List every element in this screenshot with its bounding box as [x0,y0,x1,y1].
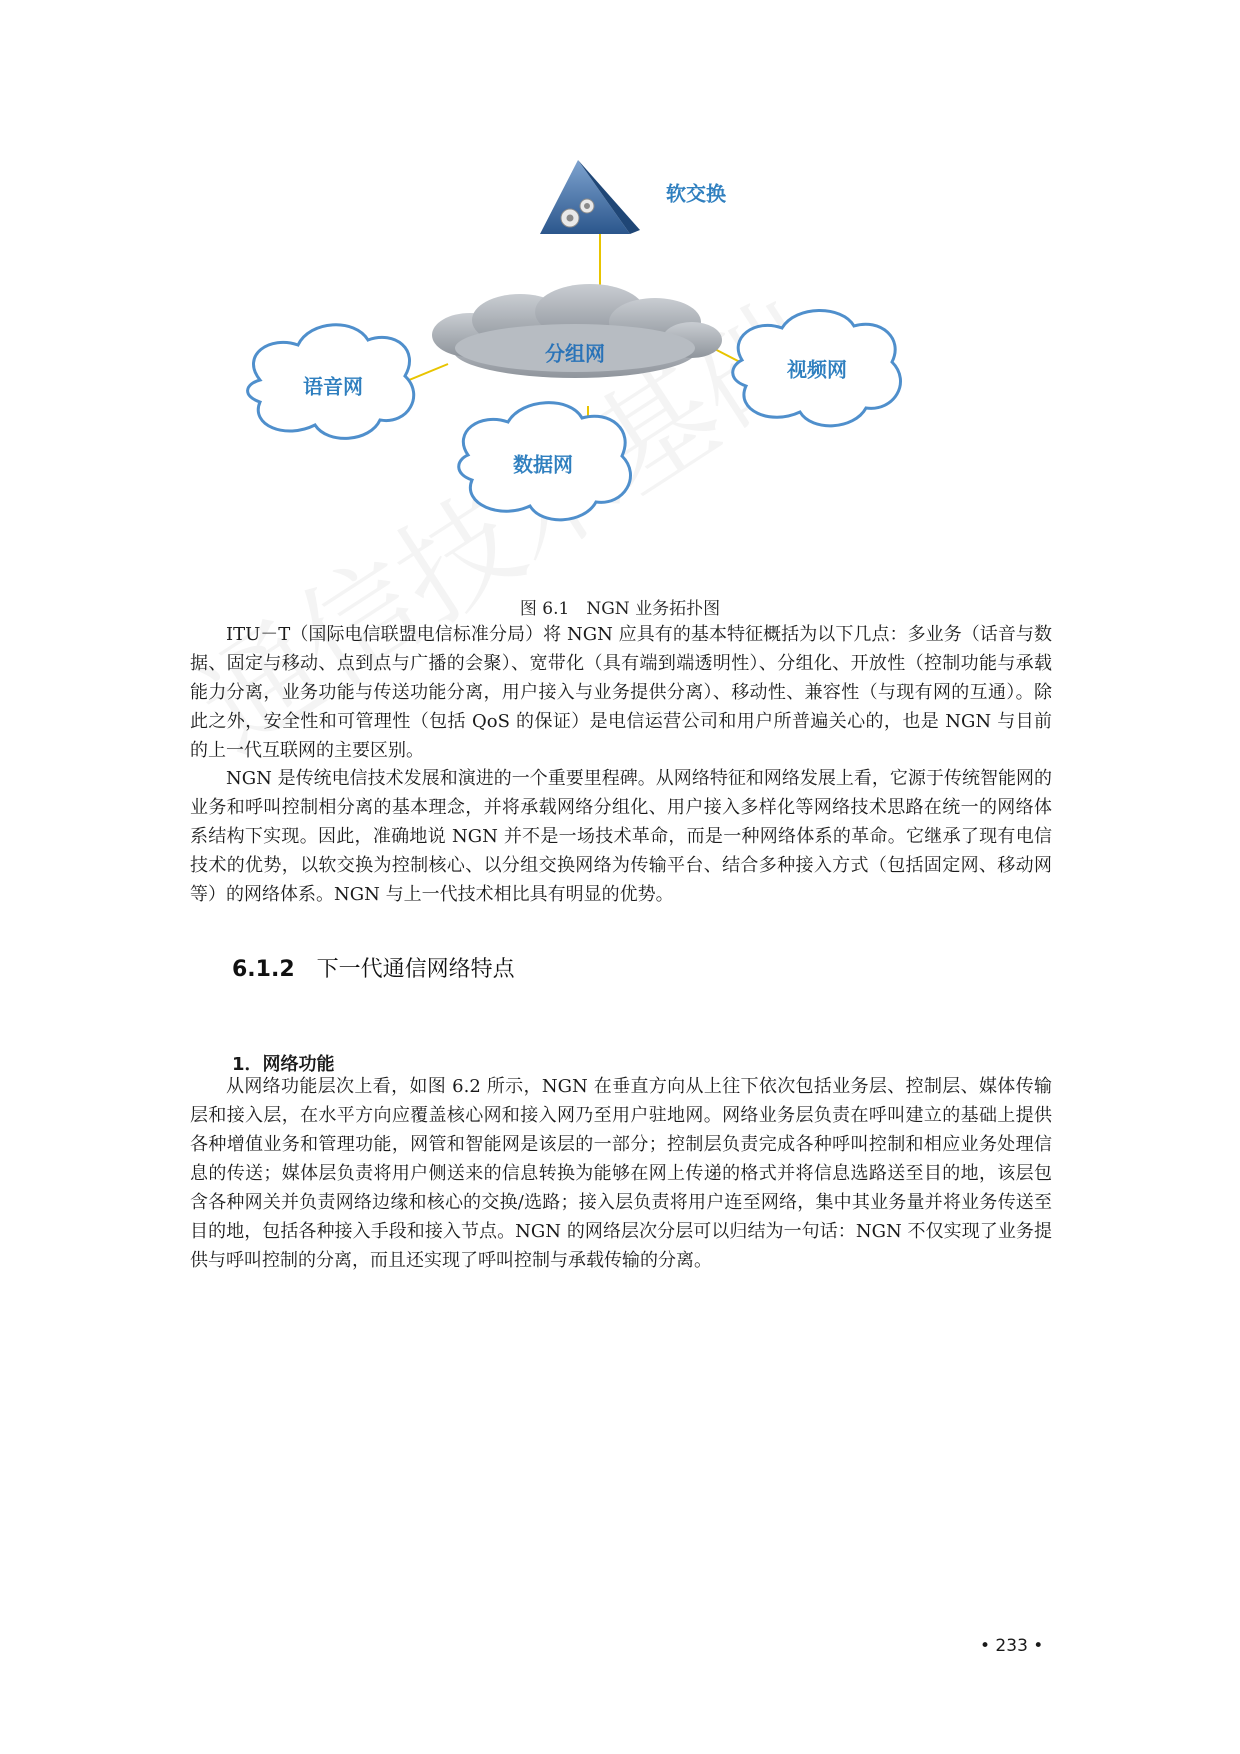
voice-network-label: 语音网 [303,374,363,399]
packet-network-label: 分组网 [545,341,605,366]
section-heading [232,952,515,983]
page-number: • 233 • [980,1636,1044,1656]
softswitch-pyramid [540,160,640,234]
video-network-label: 视频网 [787,357,847,382]
body-paragraph: 从网络功能层次上看，如图 6.2 所示，NGN 在垂直方向从上往下依次包括业务层、控制层、媒体传输层和接入层，在水平方向应覆盖核心网和接入网乃至用户驻地网。网络业务层负责在呼叫建立的基础上提供各种增值业务和管理功能，网管和智能网是该层的一部分；控制层负责完成各种呼叫控制和相应业务处理信息的传送；媒体层负责将用户侧送来的信息转换为能够在网上传递的格式并将信息选路送至目的地，该层包含各种网关并负责网络边缘和核心的交换/选路；接入层负责将用户连至网络，集中其业务量并将业务传送至目的地，包括各种接入手段和接入节点。NGN 的网络层次分层可以归结为一句话：NGN 不仅实现了业务提供与呼叫控制的分离，而且还实现了呼叫控制与承载传输的分离。 [190,1076,1052,1271]
topology-diagram [230,140,1030,580]
figure-caption: 图 6.1 NGN 业务拓扑图 [519,599,721,619]
body-paragraph: ITU－T（国际电信联盟电信标准分局）将 NGN 应具有的基本特征概括为以下几点：多业务（话音与数据、固定与移动、点到点与广播的会聚）、宽带化（具有端到端透明性）、分组化、开放性（控制功能与承载能力分离，业务功能与传送功能分离，用户接入与业务提供分离）、移动性、兼容性（与现有网的互通）。除此之外，安全性和可管理性（包括 QoS 的保证）是电信运营公司和用户所普遍关心的，也是 NGN 与目前的上一代互联网的主要区别。 [190,624,1052,761]
softswitch-label: 软交换 [666,181,726,206]
section-number: 6.1.2 [232,957,295,982]
section-title: 下一代通信网络特点 [316,957,515,982]
body-paragraph: NGN 是传统电信技术发展和演进的一个重要里程碑。从网络特征和网络发展上看，它源于传统智能网的业务和呼叫控制相分离的基本理念，并将承载网络分组化、用户接入多样化等网络技术思路在统一的网络体系结构下实现。因此，准确地说 NGN 并不是一场技术革命，而是一种网络体系的革命。它继承了现有电信技术的优势，以软交换为控制核心、以分组交换网络为传输平台、结合多种接入方式（包括固定网、移动网等）的网络体系。NGN 与上一代技术相比具有明显的优势。 [190,768,1052,905]
subsection-heading: 1．网络功能 [232,1054,335,1075]
data-network-label: 数据网 [513,452,573,477]
ngn-topology-figure [230,140,1030,580]
